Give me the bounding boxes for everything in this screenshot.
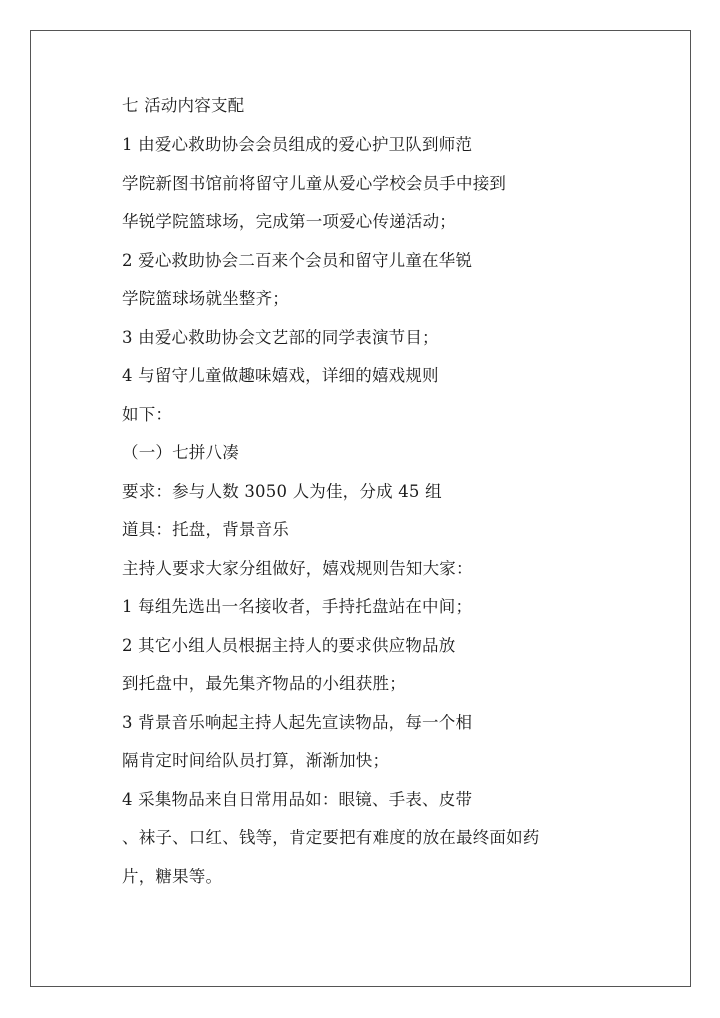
paragraph-line: 3 背景音乐响起主持人起先宣读物品，每一个相 bbox=[122, 712, 473, 732]
paragraph-line: 2 其它小组人员根据主持人的要求供应物品放 bbox=[122, 635, 456, 655]
paragraph-line: 要求：参与人数 3050 人为佳，分成 45 组 bbox=[122, 481, 442, 501]
paragraph-line: 学院篮球场就坐整齐； bbox=[122, 289, 289, 308]
paragraph-line: 、袜子、口红、钱等，肯定要把有难度的放在最终面如药 bbox=[122, 828, 540, 847]
paragraph-line: 主持人要求大家分组做好，嬉戏规则告知大家： bbox=[122, 558, 473, 578]
paragraph-line: 2 爱心救助协会二百来个会员和留守儿童在华锐 bbox=[122, 250, 473, 270]
paragraph-line: 华锐学院篮球场，完成第一项爱心传递活动； bbox=[122, 212, 456, 231]
paragraph-line: 如下： bbox=[122, 404, 173, 424]
paragraph-line: 学院新图书馆前将留守儿童从爱心学校会员手中接到 bbox=[122, 173, 507, 193]
paragraph-line: 1 由爱心救助协会会员组成的爱心护卫队到师范 bbox=[122, 135, 473, 154]
paragraph-line: 片，糖果等。 bbox=[122, 866, 223, 886]
paragraph-line: 4 与留守儿童做趣味嬉戏，详细的嬉戏规则 bbox=[122, 366, 439, 385]
paragraph-line: 到托盘中，最先集齐物品的小组获胜； bbox=[122, 674, 406, 693]
paragraph-line: 3 由爱心救助协会文艺部的同学表演节目； bbox=[122, 327, 439, 347]
section-heading: 七 活动内容支配 bbox=[122, 96, 245, 115]
paragraph-line: 4 采集物品来自日常用品如：眼镜、手表、皮带 bbox=[122, 789, 473, 809]
document-body bbox=[122, 86, 642, 896]
paragraph-line: 道具：托盘，背景音乐 bbox=[122, 520, 289, 539]
paragraph-line: 隔肯定时间给队员打算，渐渐加快； bbox=[122, 751, 390, 770]
subsection-heading: （一）七拼八凑 bbox=[122, 443, 239, 462]
paragraph-line: 1 每组先选出一名接收者，手持托盘站在中间； bbox=[122, 597, 473, 616]
